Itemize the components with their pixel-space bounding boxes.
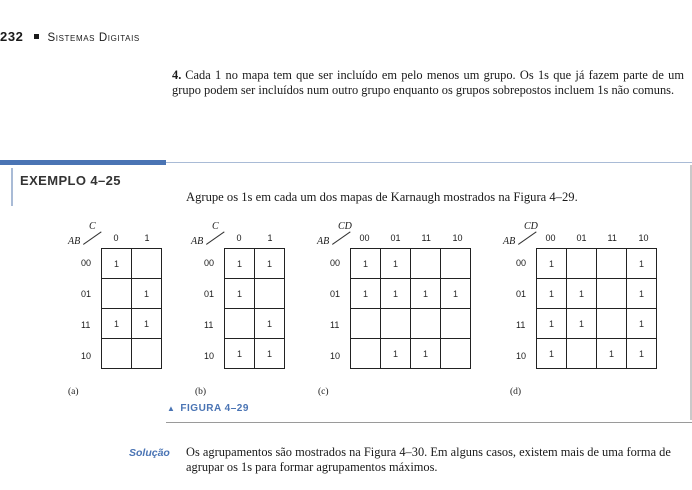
kmap-col-variable: CD — [338, 221, 352, 232]
kmap-a-grid — [101, 248, 162, 369]
solution-heading: Solução — [129, 447, 170, 459]
item-number: 4. — [172, 68, 182, 82]
kmap-row — [225, 309, 285, 339]
kmap-cell — [102, 339, 132, 369]
kmap-cell: 1 — [411, 339, 441, 369]
example-rule — [166, 162, 692, 163]
kmap-row-label: 11 — [516, 319, 526, 330]
kmap-cell: 1 — [597, 339, 627, 369]
kmap-row-label: 10 — [516, 350, 527, 361]
kmap-row-label: 00 — [81, 257, 92, 268]
kmap-caption: (b) — [195, 387, 207, 397]
kmap-cell: 1 — [627, 249, 657, 279]
kmap-col-label: 00 — [359, 233, 370, 243]
kmap-row — [351, 249, 471, 279]
figure-label — [167, 403, 249, 414]
triangle-icon: ▲ — [167, 404, 176, 413]
kmap-cell — [381, 309, 411, 339]
kmap-cell: 1 — [381, 279, 411, 309]
kmap-row-label: 10 — [204, 350, 215, 361]
kmap-cell: 1 — [255, 309, 285, 339]
kmap-col-label: 1 — [267, 233, 273, 243]
kmap-col-label: 10 — [638, 233, 649, 243]
kmap-caption: (c) — [318, 387, 329, 397]
running-title: Sistemas Digitais — [47, 32, 140, 44]
kmap-cell — [597, 249, 627, 279]
kmap-row — [537, 309, 657, 339]
kmap-cell: 1 — [225, 279, 255, 309]
kmap-row-variable: AB — [503, 236, 516, 247]
page-number: 232 — [0, 29, 24, 44]
kmap-col-label: 11 — [607, 233, 617, 243]
kmap-diagonal-line — [206, 231, 225, 244]
kmap-row-variable: AB — [68, 236, 81, 247]
kmap-cell: 1 — [627, 309, 657, 339]
kmap-col-label: 00 — [545, 233, 556, 243]
kmap-caption: (d) — [510, 387, 522, 397]
kmap-row-label: 01 — [81, 288, 92, 299]
kmap-b-grid — [224, 248, 285, 369]
kmap-row — [351, 309, 471, 339]
kmap-cell: 1 — [627, 339, 657, 369]
kmap-cell: 1 — [537, 279, 567, 309]
kmap-cell — [567, 249, 597, 279]
kmap-row — [351, 279, 471, 309]
solution-text: Os agrupamentos são mostrados na Figura 4–30. Em alguns casos, existem mais de uma forma de agrupar os 1s para formar agrupamentos máximos. — [186, 445, 671, 474]
kmap-cell — [225, 309, 255, 339]
kmap-col-variable: C — [89, 221, 96, 232]
kmap-row-label: 11 — [330, 319, 340, 330]
kmap-row-label: 01 — [204, 288, 215, 299]
kmap-row-label: 00 — [204, 257, 215, 268]
kmap-cell: 1 — [225, 249, 255, 279]
kmap-row — [225, 249, 285, 279]
kmap-row-variable: AB — [317, 236, 330, 247]
example-label: EXEMPLO 4–25 — [20, 173, 121, 188]
kmap-row-variable: AB — [191, 236, 204, 247]
kmap-cell — [567, 339, 597, 369]
kmap-row — [102, 309, 162, 339]
kmap-col-label: 01 — [576, 233, 587, 243]
item-text: Cada 1 no mapa tem que ser incluído em pelo menos um grupo. Os 1s que já fazem parte de um grupo podem ser incluídos num outro grupo enquanto os grupos sobrepostos incluem 1s não comuns. — [172, 68, 684, 97]
kmap-col-label: 11 — [421, 233, 431, 243]
kmap-row — [537, 249, 657, 279]
example-side-bar — [11, 168, 13, 206]
kmap-diagonal-line — [518, 231, 537, 244]
kmap-caption: (a) — [68, 387, 79, 397]
kmap-row — [537, 279, 657, 309]
kmap-row — [225, 279, 285, 309]
kmap-row — [102, 279, 162, 309]
kmap-col-label: 0 — [236, 233, 242, 243]
kmap-c-grid — [350, 248, 471, 369]
kmap-row-label: 01 — [330, 288, 341, 299]
kmap-cell — [441, 339, 471, 369]
kmap-diagonal-line — [332, 231, 351, 244]
figure-label-text: FIGURA 4–29 — [180, 403, 249, 414]
kmap-cell: 1 — [381, 339, 411, 369]
kmap-col-label: 0 — [113, 233, 119, 243]
kmap-cell: 1 — [351, 279, 381, 309]
kmap-row — [351, 339, 471, 369]
kmap-d-grid — [536, 248, 657, 369]
kmap-cell: 1 — [381, 249, 411, 279]
kmap-cell — [351, 339, 381, 369]
kmap-cell: 1 — [567, 279, 597, 309]
kmap-row-label: 10 — [81, 350, 92, 361]
rule-item-4 — [172, 68, 684, 98]
kmap-col-variable: CD — [524, 221, 538, 232]
kmap-row — [102, 249, 162, 279]
kmap-cell: 1 — [537, 309, 567, 339]
kmap-cell — [597, 309, 627, 339]
kmap-diagonal-line — [83, 231, 102, 244]
kmap-cell: 1 — [255, 339, 285, 369]
example-bar — [0, 160, 166, 165]
kmap-row-label: 01 — [516, 288, 527, 299]
kmap-cell — [255, 279, 285, 309]
kmap-cell: 1 — [411, 279, 441, 309]
kmap-col-label: 10 — [452, 233, 463, 243]
kmap-row-label: 11 — [81, 319, 91, 330]
kmap-row-label: 10 — [330, 350, 341, 361]
kmap-cell: 1 — [225, 339, 255, 369]
kmap-cell — [441, 249, 471, 279]
kmap-cell: 1 — [627, 279, 657, 309]
kmap-col-label: 1 — [144, 233, 150, 243]
kmap-cell: 1 — [132, 279, 162, 309]
kmap-cell: 1 — [537, 249, 567, 279]
kmap-cell: 1 — [537, 339, 567, 369]
kmap-row — [225, 339, 285, 369]
kmap-col-variable: C — [212, 221, 219, 232]
kmap-cell: 1 — [255, 249, 285, 279]
kmap-cell: 1 — [102, 309, 132, 339]
page-header — [0, 29, 140, 44]
kmap-cell: 1 — [351, 249, 381, 279]
kmap-row — [537, 339, 657, 369]
kmap-cell — [132, 249, 162, 279]
kmap-cell: 1 — [102, 249, 132, 279]
kmap-cell — [411, 309, 441, 339]
kmap-row-label: 00 — [516, 257, 527, 268]
figure-rule — [166, 422, 692, 423]
kmap-cell — [351, 309, 381, 339]
bullet-square-icon — [34, 34, 39, 39]
kmap-cell — [411, 249, 441, 279]
kmap-cell: 1 — [567, 309, 597, 339]
kmap-cell — [441, 309, 471, 339]
kmap-row-label: 00 — [330, 257, 341, 268]
kmap-cell — [597, 279, 627, 309]
kmap-cell — [132, 339, 162, 369]
kmap-cell — [102, 279, 132, 309]
kmap-row — [102, 339, 162, 369]
kmap-cell: 1 — [441, 279, 471, 309]
example-intro: Agrupe os 1s em cada um dos mapas de Karnaugh mostrados na Figura 4–29. — [186, 190, 578, 204]
kmap-cell: 1 — [132, 309, 162, 339]
kmap-row-label: 11 — [204, 319, 214, 330]
kmap-col-label: 01 — [390, 233, 401, 243]
